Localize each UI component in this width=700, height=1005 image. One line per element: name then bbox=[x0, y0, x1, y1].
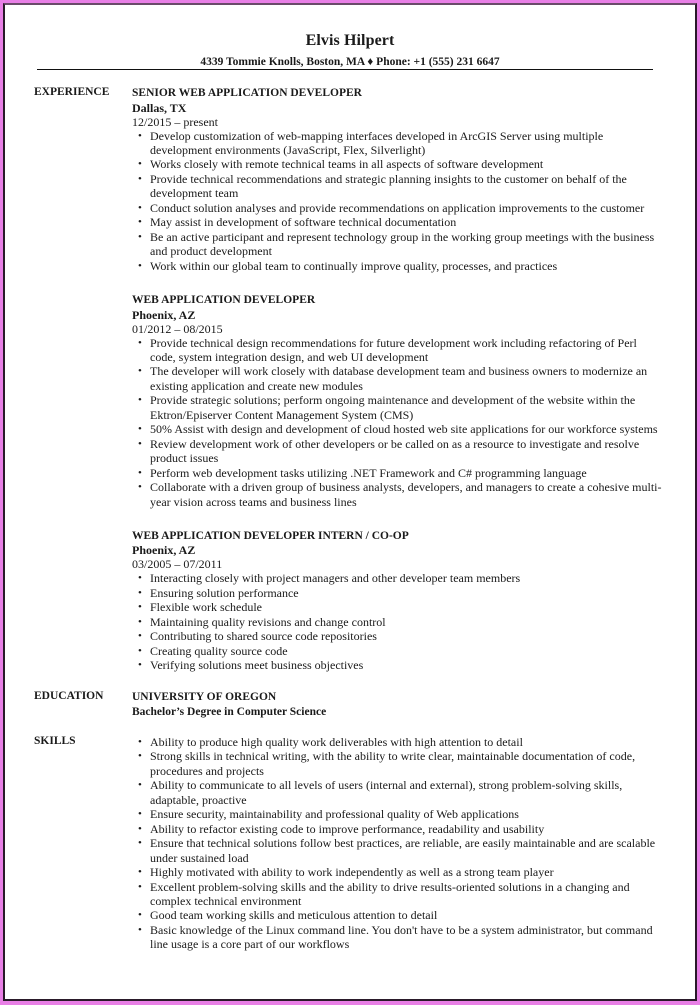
job-dates: 03/2005 – 07/2011 bbox=[132, 557, 223, 572]
contact-line: 4339 Tommie Knolls, Boston, MA ♦ Phone: +1 (555) 231 6647 bbox=[200, 56, 500, 68]
bullet-item: • Review development work of other developers or be called on as a resource to investigate and resolve product issues bbox=[150, 437, 662, 466]
job-entry bbox=[132, 86, 662, 273]
skill-item: • Excellent problem-solving skills and the ability to drive results-oriented solutions in a changing and complex technical environment bbox=[150, 880, 662, 909]
bullet-item: • May assist in development of software technical documentation bbox=[150, 215, 662, 229]
section-label-education: EDUCATION bbox=[34, 690, 104, 702]
bullet-item: • Be an active participant and represent technology group in the working group meetings with the business and product development bbox=[150, 230, 662, 259]
job-title: SENIOR WEB APPLICATION DEVELOPER bbox=[132, 87, 362, 99]
job-bullets bbox=[132, 336, 662, 509]
page-frame bbox=[3, 3, 697, 1001]
section-label-skills: SKILLS bbox=[34, 735, 76, 747]
education-body bbox=[132, 690, 662, 719]
resume-page bbox=[5, 5, 695, 999]
header-divider bbox=[37, 69, 653, 70]
skill-item: • Good team working skills and meticulous attention to detail bbox=[150, 908, 662, 922]
bullet-item: • Creating quality source code bbox=[150, 644, 662, 658]
degree: Bachelor’s Degree in Computer Science bbox=[132, 705, 327, 718]
bullet-item: • 50% Assist with design and development of cloud hosted web site applications for our workforce systems bbox=[150, 422, 662, 436]
experience-body bbox=[132, 86, 662, 693]
job-entry bbox=[132, 529, 662, 673]
skill-item: • Ensure security, maintainability and professional quality of Web applications bbox=[150, 807, 662, 821]
skill-item: • Ability to produce high quality work deliverables with high attention to detail bbox=[150, 735, 662, 749]
job-location: Phoenix, AZ bbox=[132, 307, 196, 322]
job-dates: 12/2015 – present bbox=[132, 114, 218, 129]
bullet-item: • Develop customization of web-mapping interfaces developed in ArcGIS Server using multiple development environments (JavaScript, Flex, Silverlight) bbox=[150, 129, 662, 158]
bullet-item: • Interacting closely with project managers and other developer team members bbox=[150, 571, 662, 585]
bullet-item: • Collaborate with a driven group of business analysts, developers, and managers to create a cohesive multi-year vision across teams and business lines bbox=[150, 480, 662, 509]
job-entry bbox=[132, 293, 662, 509]
bullet-item: • Works closely with remote technical teams in all aspects of software development bbox=[150, 157, 662, 171]
bullet-item: • Provide strategic solutions; perform ongoing maintenance and development of the website within the Ektron/Episerver Content Management System (CMS) bbox=[150, 393, 662, 422]
skills-body bbox=[132, 735, 662, 952]
job-bullets bbox=[132, 129, 662, 274]
bullet-item: • Provide technical design recommendations for future development work including refactoring of Perl code, system integration design, and web UI development bbox=[150, 336, 662, 365]
skill-item: • Ability to communicate to all levels of users (internal and external), strong problem-solving skills, adaptable, proactive bbox=[150, 778, 662, 807]
skills-list bbox=[132, 735, 662, 952]
bullet-item: • The developer will work closely with database development team and business owners to modernize an existing application and create new modules bbox=[150, 364, 662, 393]
bullet-item: • Ensuring solution performance bbox=[150, 586, 662, 600]
bullet-item: • Contributing to shared source code repositories bbox=[150, 629, 662, 643]
bullet-item: • Verifying solutions meet business objectives bbox=[150, 658, 662, 672]
job-location: Dallas, TX bbox=[132, 100, 187, 115]
bullet-item: • Provide technical recommendations and strategic planning insights to the customer on behalf of the development team bbox=[150, 172, 662, 201]
candidate-name: Elvis Hilpert bbox=[305, 32, 395, 49]
job-bullets bbox=[132, 571, 662, 672]
job-dates: 01/2012 – 08/2015 bbox=[132, 321, 223, 336]
bullet-item: • Flexible work schedule bbox=[150, 600, 662, 614]
bullet-item: • Work within our global team to continually improve quality, processes, and practices bbox=[150, 259, 662, 273]
job-location: Phoenix, AZ bbox=[132, 543, 196, 558]
skill-item: • Strong skills in technical writing, with the ability to write clear, maintainable documentation of code, procedures and projects bbox=[150, 749, 662, 778]
bullet-item: • Conduct solution analyses and provide recommendations on application improvements to the customer bbox=[150, 201, 662, 215]
bullet-item: • Perform web development tasks utilizing .NET Framework and C# programming language bbox=[150, 466, 662, 480]
skill-item: • Ability to refactor existing code to improve performance, readability and usability bbox=[150, 822, 662, 836]
section-label-experience: EXPERIENCE bbox=[34, 86, 110, 98]
job-title: WEB APPLICATION DEVELOPER INTERN / CO-OP bbox=[132, 529, 409, 542]
skill-item: • Basic knowledge of the Linux command line. You don't have to be a system administrator, but command line usage is a core part of our workflows bbox=[150, 923, 662, 952]
school-name: UNIVERSITY OF OREGON bbox=[132, 691, 277, 703]
bullet-item: • Maintaining quality revisions and change control bbox=[150, 615, 662, 629]
skill-item: • Highly motivated with ability to work independently as well as a strong team player bbox=[150, 865, 662, 879]
skill-item: • Ensure that technical solutions follow best practices, are reliable, are easily maintainable and are scalable under sustained load bbox=[150, 836, 662, 865]
job-title: WEB APPLICATION DEVELOPER bbox=[132, 294, 316, 307]
